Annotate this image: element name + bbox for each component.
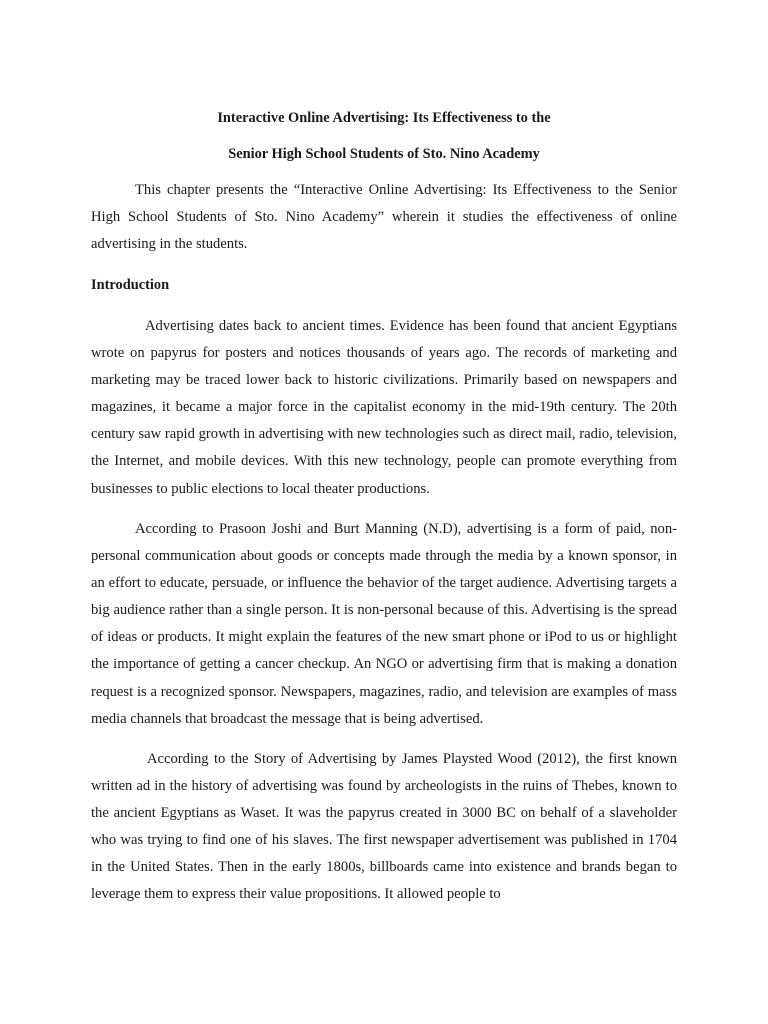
body-paragraph-2: According to Prasoon Joshi and Burt Manning (N.D), advertising is a form of paid, non-personal communication about goods or concepts made through the media by a known sponsor, in an effort to educate, persuade, or influence the behavior of the target audience. Advertising targets a big audience rather than a single person. It is non-personal because of this. Advertising is the spread of ideas or products. It might explain the features of the new smart phone or iPod to us or highlight the importance of getting a cancer checkup. An NGO or advertising firm that is making a donation request is a recognized sponsor. Newspapers, magazines, radio, and television are examples of mass media channels that broadcast the message that is being advertised.: [91, 521, 677, 727]
document-title-line-2: Senior High School Students of Sto. Nino Academy: [228, 146, 540, 162]
chapter-intro-paragraph: This chapter presents the “Interactive Online Advertising: Its Effectiveness to the Senior High School Students of Sto. Nino Academy” wherein it studies the effectiveness of online advertising in the students.: [91, 182, 677, 253]
document-title-line-1: Interactive Online Advertising: Its Effectiveness to the: [217, 110, 551, 126]
section-heading-introduction: Introduction: [91, 277, 170, 293]
body-paragraph-1: Advertising dates back to ancient times. Evidence has been found that ancient Egyptians wrote on papyrus for posters and notices thousands of years ago. The records of marketing and marketing may be traced lower back to historic civilizations. Primarily based on newspapers and magazines, it became a major force in the capitalist economy in the mid-19th century. The 20th century saw rapid growth in advertising with new technologies such as direct mail, radio, television, the Internet, and mobile devices. With this new technology, people can promote everything from businesses to public elections to local theater productions.: [91, 318, 677, 497]
body-paragraph-3: According to the Story of Advertising by James Playsted Wood (2012), the first known written ad in the history of advertising was found by archeologists in the ruins of Thebes, known to the ancient Egyptians as Waset. It was the papyrus created in 3000 BC on behalf of a slaveholder who was trying to find one of his slaves. The first newspaper advertisement was published in 1704 in the United States. Then in the early 1800s, billboards came into existence and brands began to leverage them to express their value propositions. It allowed people to: [91, 751, 677, 903]
